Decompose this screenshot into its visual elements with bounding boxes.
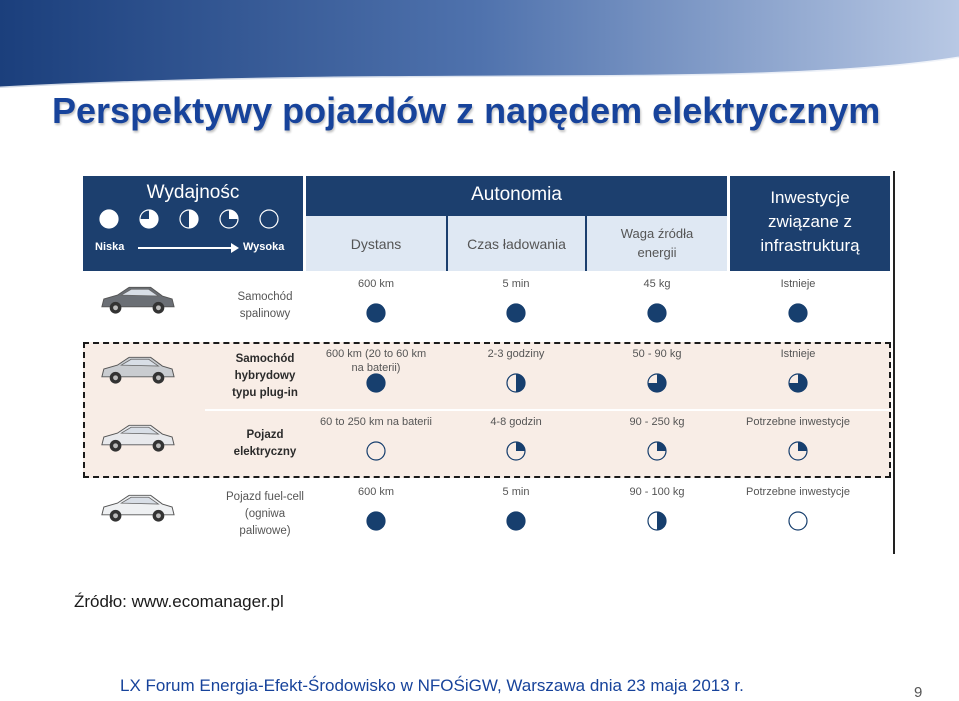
cell-value-line: 5 min <box>502 486 530 498</box>
cell-value <box>728 485 868 499</box>
rating-dot-icon <box>788 303 808 323</box>
cell-value <box>446 277 586 291</box>
rating-dot-icon <box>506 441 526 461</box>
rating-dot-icon <box>647 373 667 393</box>
cell-value <box>446 415 586 429</box>
col-header-charge-time-label: Czas ładowania <box>467 236 566 252</box>
rating-dot-icon <box>366 441 386 461</box>
cell-value <box>306 415 446 429</box>
rating-dot-icon <box>788 441 808 461</box>
legend-level-dot-icon <box>219 209 239 229</box>
rating-dot-icon <box>788 373 808 393</box>
legend-high-label: Wysoka <box>243 241 285 253</box>
legend-low-label: Niska <box>95 241 125 253</box>
legend-arrow <box>138 247 233 249</box>
col-header-distance-label: Dystans <box>350 236 402 252</box>
col-header-source-weight-line2: energii <box>637 245 677 260</box>
cell-value <box>587 277 727 291</box>
cell-value-line: 90 - 250 kg <box>629 416 685 428</box>
row-label-line: paliwowe) <box>239 525 291 537</box>
row-label-line: spalinowy <box>239 308 291 320</box>
row-label-line: Pojazd fuel-cell <box>226 491 304 503</box>
col-header-source-weight-line1: Waga źródła <box>620 226 694 241</box>
car-image-icon <box>98 417 176 457</box>
footer-text: LX Forum Energia-Efekt-Środowisko w NFOŚiGW, Warszawa dnia 23 maja 2013 r. <box>120 676 744 695</box>
row-label-line: typu plug-in <box>232 387 298 399</box>
cell-value <box>728 277 868 291</box>
rating-dot-icon <box>506 511 526 531</box>
cell-value-line: Potrzebne inwestycje <box>746 416 850 428</box>
cell-value <box>306 347 446 375</box>
page-number: 9 <box>914 684 923 701</box>
row-separator <box>205 409 890 411</box>
cell-value-line: 45 kg <box>643 278 671 290</box>
rating-dot-icon <box>366 303 386 323</box>
legend-level-dot-icon <box>99 209 119 229</box>
efficiency-header <box>83 176 303 271</box>
rating-dot-icon <box>647 441 667 461</box>
cell-value-line: 4-8 godzin <box>490 416 542 428</box>
row-label <box>200 427 330 461</box>
rating-dot-icon <box>506 373 526 393</box>
infra-header-line1: Inwestycje <box>770 188 850 207</box>
slide-title: Perspektywy pojazdów z napędem elektrycznym <box>52 90 881 131</box>
header-wave-band <box>0 0 959 90</box>
col-header-source-weight <box>587 216 727 271</box>
cell-value-line: na baterii) <box>351 362 401 374</box>
row-label-line: Pojazd <box>246 429 284 441</box>
legend-level-dot-icon <box>139 209 159 229</box>
col-header-distance <box>306 216 446 271</box>
autonomy-title: Autonomia <box>471 184 562 205</box>
col-header-charge-time <box>448 216 585 271</box>
cell-value-line: Istnieje <box>780 278 816 290</box>
cell-value <box>587 485 727 499</box>
cell-value <box>306 277 446 291</box>
cell-value-line: 600 km (20 to 60 km <box>325 348 427 360</box>
row-label-line: (ogniwa <box>244 508 286 520</box>
rating-dot-icon <box>366 373 386 393</box>
rating-dot-icon <box>647 303 667 323</box>
cell-value <box>728 415 868 429</box>
row-label-line: Samochód <box>237 291 293 303</box>
car-image-icon <box>98 487 176 527</box>
source-citation: Źródło: www.ecomanager.pl <box>74 592 284 611</box>
legend-level-dot-icon <box>179 209 199 229</box>
cell-value-line: 2-3 godziny <box>487 348 545 360</box>
figure-right-border <box>893 171 895 554</box>
rating-dot-icon <box>506 303 526 323</box>
cell-value <box>587 415 727 429</box>
row-label <box>200 289 330 323</box>
legend-level-dot-icon <box>259 209 279 229</box>
row-label-line: hybrydowy <box>234 370 296 382</box>
comparison-table-figure <box>80 171 895 554</box>
cell-value-line: 5 min <box>502 278 530 290</box>
cell-value-line: Potrzebne inwestycje <box>746 486 850 498</box>
car-image-icon <box>98 349 176 389</box>
infra-header-line3: infrastrukturą <box>760 236 860 255</box>
cell-value-line: 600 km <box>357 486 395 498</box>
cell-value-line: 90 - 100 kg <box>629 486 685 498</box>
car-image-icon <box>98 279 176 319</box>
cell-value-line: 60 to 250 km na baterii <box>320 416 432 428</box>
row-label-line: Samochód <box>235 353 295 365</box>
cell-value-line: 50 - 90 kg <box>632 348 682 360</box>
cell-value-line: 600 km <box>357 278 395 290</box>
legend-arrow-head-icon <box>231 243 239 253</box>
rating-dot-icon <box>366 511 386 531</box>
rating-dot-icon <box>647 511 667 531</box>
row-label-line: elektryczny <box>233 446 297 458</box>
infrastructure-header <box>730 176 890 271</box>
cell-value <box>446 485 586 499</box>
rating-dot-icon <box>788 511 808 531</box>
cell-value <box>446 347 586 361</box>
infra-header-line2: związane z <box>767 212 853 231</box>
cell-value <box>306 485 446 499</box>
efficiency-title: Wydajnośc <box>146 182 240 203</box>
cell-value <box>728 347 868 361</box>
cell-value <box>587 347 727 361</box>
cell-value-line: Istnieje <box>780 348 816 360</box>
